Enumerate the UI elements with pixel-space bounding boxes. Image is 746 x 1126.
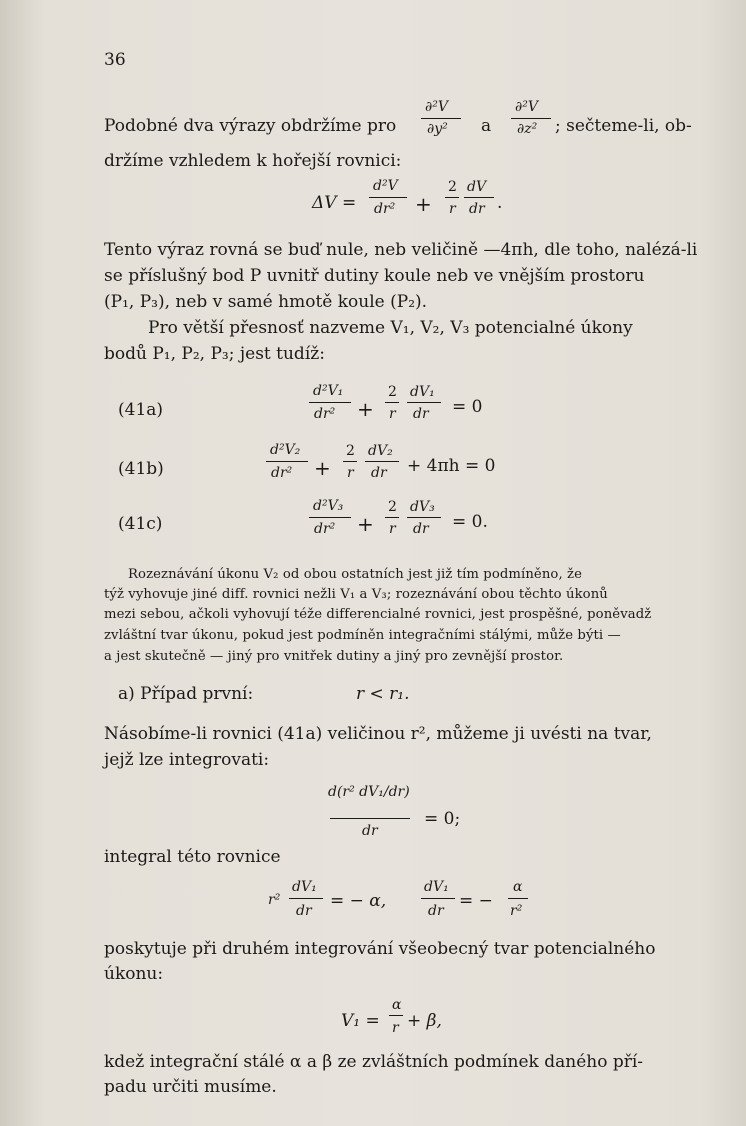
eq-i2-bar [421, 898, 455, 899]
eq41a-r: r [389, 406, 396, 422]
eq-final-bar [389, 1015, 403, 1016]
note-line1: Rozeznávání úkonu V₂ od obou ostatních jest již tím podmíněno, že [128, 567, 582, 582]
eq-i1-rhs: = − α, [330, 891, 387, 911]
eq41a-2: 2 [388, 384, 397, 400]
eq41a-num2: dV₁ [410, 384, 435, 400]
p1-a: a [481, 116, 492, 136]
eq41a-bar1 [309, 402, 351, 403]
p3-line2: bodů P₁, P₂, P₃; jest tudíž: [104, 344, 325, 364]
eq-final-r: r [392, 1020, 399, 1036]
eq41b-den1: dr² [271, 465, 293, 481]
laplace-r: r [449, 201, 456, 217]
eq41a-bar3 [407, 402, 441, 403]
p7-line1: kdež integrační stálé α a β ze zvláštních podmínek daného pří- [104, 1052, 644, 1072]
laplace-lhs: ΔV = [312, 193, 357, 213]
eq41c-num1: d²V₃ [313, 498, 344, 514]
eq41c-num2: dV₃ [410, 499, 435, 515]
label-41b: (41b) [118, 459, 164, 479]
eq-int-num: d(r² dV₁/dr) [328, 784, 410, 800]
note-line3: mezi sebou, ačkoli vyhovují téže differencialné rovnici, jest prospěšné, poněvadž [104, 607, 652, 622]
laplace-num1: d²V [373, 178, 398, 194]
eq-final-lhs: V₁ = [341, 1011, 380, 1031]
eq-r2: r² [268, 892, 281, 908]
frac2-den: ∂z² [517, 121, 538, 137]
frac1-bar [421, 118, 461, 119]
laplace-den1: dr² [374, 201, 396, 217]
frac2-bar [511, 118, 551, 119]
note-line2: týž vyhovuje jiné diff. rovnici nežli V₁ a V₃; rozeznávání obou těchto úkonů [104, 587, 608, 602]
eq-int-end: = 0; [424, 809, 461, 829]
eq-i2-alpha: α [513, 879, 523, 895]
p2-line2: se příslušný bod P uvnitř dutiny koule neb ve vnějším prostoru [104, 266, 645, 286]
laplace-2: 2 [448, 179, 457, 195]
p1-tail: ; sečteme-li, ob- [555, 116, 692, 136]
eq-int-bar [330, 818, 410, 819]
case-a-heading: a) Případ první: [118, 684, 254, 704]
frac1-den: ∂y² [427, 121, 448, 137]
eq-final-alpha: α [392, 997, 402, 1013]
p2-line1: Tento výraz rovná se buď nule, neb veličině —4πh, dle toho, nalézá-li [104, 240, 698, 260]
case-a-condition: r < r₁. [356, 684, 410, 704]
label-41c: (41c) [118, 514, 163, 534]
page-number: 36 [104, 50, 126, 70]
eq41a-den2: dr [413, 406, 429, 422]
laplace-plus: + [415, 192, 432, 216]
eq-i2-eq: = − [459, 891, 493, 911]
p6-line2: úkonu: [104, 964, 164, 984]
laplace-bar3 [464, 197, 494, 198]
p1-line2: držíme vzhledem k hořejší rovnici: [104, 151, 402, 171]
eq-i2-den: dr [428, 903, 444, 919]
eq41b-num1: d²V₂ [270, 442, 301, 458]
eq41c-den1: dr² [314, 521, 336, 537]
p4-line2: jejž lze integrovati: [104, 750, 270, 770]
eq41b-bar1 [266, 461, 308, 462]
eq41b-den2: dr [371, 465, 387, 481]
laplace-dot: . [497, 193, 503, 213]
eq41b-num2: dV₂ [368, 443, 393, 459]
p6-line1: poskytuje při druhém integrování všeobecný tvar potencialného [104, 939, 656, 959]
eq-i2-r2: r² [510, 903, 523, 919]
eq41b-bar3 [365, 461, 399, 462]
frac2-num: ∂²V [515, 99, 538, 115]
eq-i2-num: dV₁ [424, 879, 449, 895]
frac1-num: ∂²V [425, 99, 448, 115]
eq-i2-bar2 [508, 898, 528, 899]
eq41b-2: 2 [346, 443, 355, 459]
p2-line3: (P₁, P₃), neb v samé hmotě koule (P₂). [104, 292, 428, 312]
p4-line1: Násobíme-li rovnici (41a) veličinou r², můžeme ji uvésti na tvar, [104, 724, 652, 744]
eq41b-bar2 [343, 461, 357, 462]
eq41c-2: 2 [388, 499, 397, 515]
p3-line1: Pro větší přesnosť nazveme V₁, V₂, V₃ potencialné úkony [148, 318, 633, 338]
label-41a: (41a) [118, 400, 164, 420]
eq41b-r: r [347, 465, 354, 481]
p5-line: integral této rovnice [104, 847, 281, 867]
eq-i1-bar [289, 898, 323, 899]
eq-int-den: dr [362, 823, 378, 839]
laplace-num3: dV [467, 179, 487, 195]
eq41c-end: = 0. [452, 512, 488, 532]
eq41a-plus: + [357, 397, 374, 421]
eq41b-end: + 4πh = 0 [407, 456, 496, 476]
eq41a-end: = 0 [452, 397, 483, 417]
laplace-bar1 [369, 197, 407, 198]
eq-final-tail: + β, [407, 1011, 442, 1031]
note-line4: zvláštní tvar úkonu, pokud jest podmíněn integračními stálými, může býti — [104, 628, 621, 643]
eq-i1-den: dr [296, 903, 312, 919]
eq41b-plus: + [314, 456, 331, 480]
eq41a-den1: dr² [314, 406, 336, 422]
eq41a-bar2 [385, 402, 399, 403]
eq41c-r: r [389, 521, 396, 537]
note-line5: a jest skutečně — jiný pro vnitřek dutiny a jiný pro zevnější prostor. [104, 649, 564, 664]
eq41a-num1: d²V₁ [313, 383, 344, 399]
laplace-bar2 [445, 197, 459, 198]
eq41c-den2: dr [413, 521, 429, 537]
eq41c-bar1 [309, 517, 351, 518]
p7-line2: padu určiti musíme. [104, 1077, 277, 1097]
eq41c-plus: + [357, 512, 374, 536]
p1-line1: Podobné dva výrazy obdržíme pro [104, 116, 397, 136]
eq41c-bar2 [385, 517, 399, 518]
laplace-den3: dr [469, 201, 485, 217]
eq41c-bar3 [407, 517, 441, 518]
eq-i1-num: dV₁ [292, 879, 317, 895]
